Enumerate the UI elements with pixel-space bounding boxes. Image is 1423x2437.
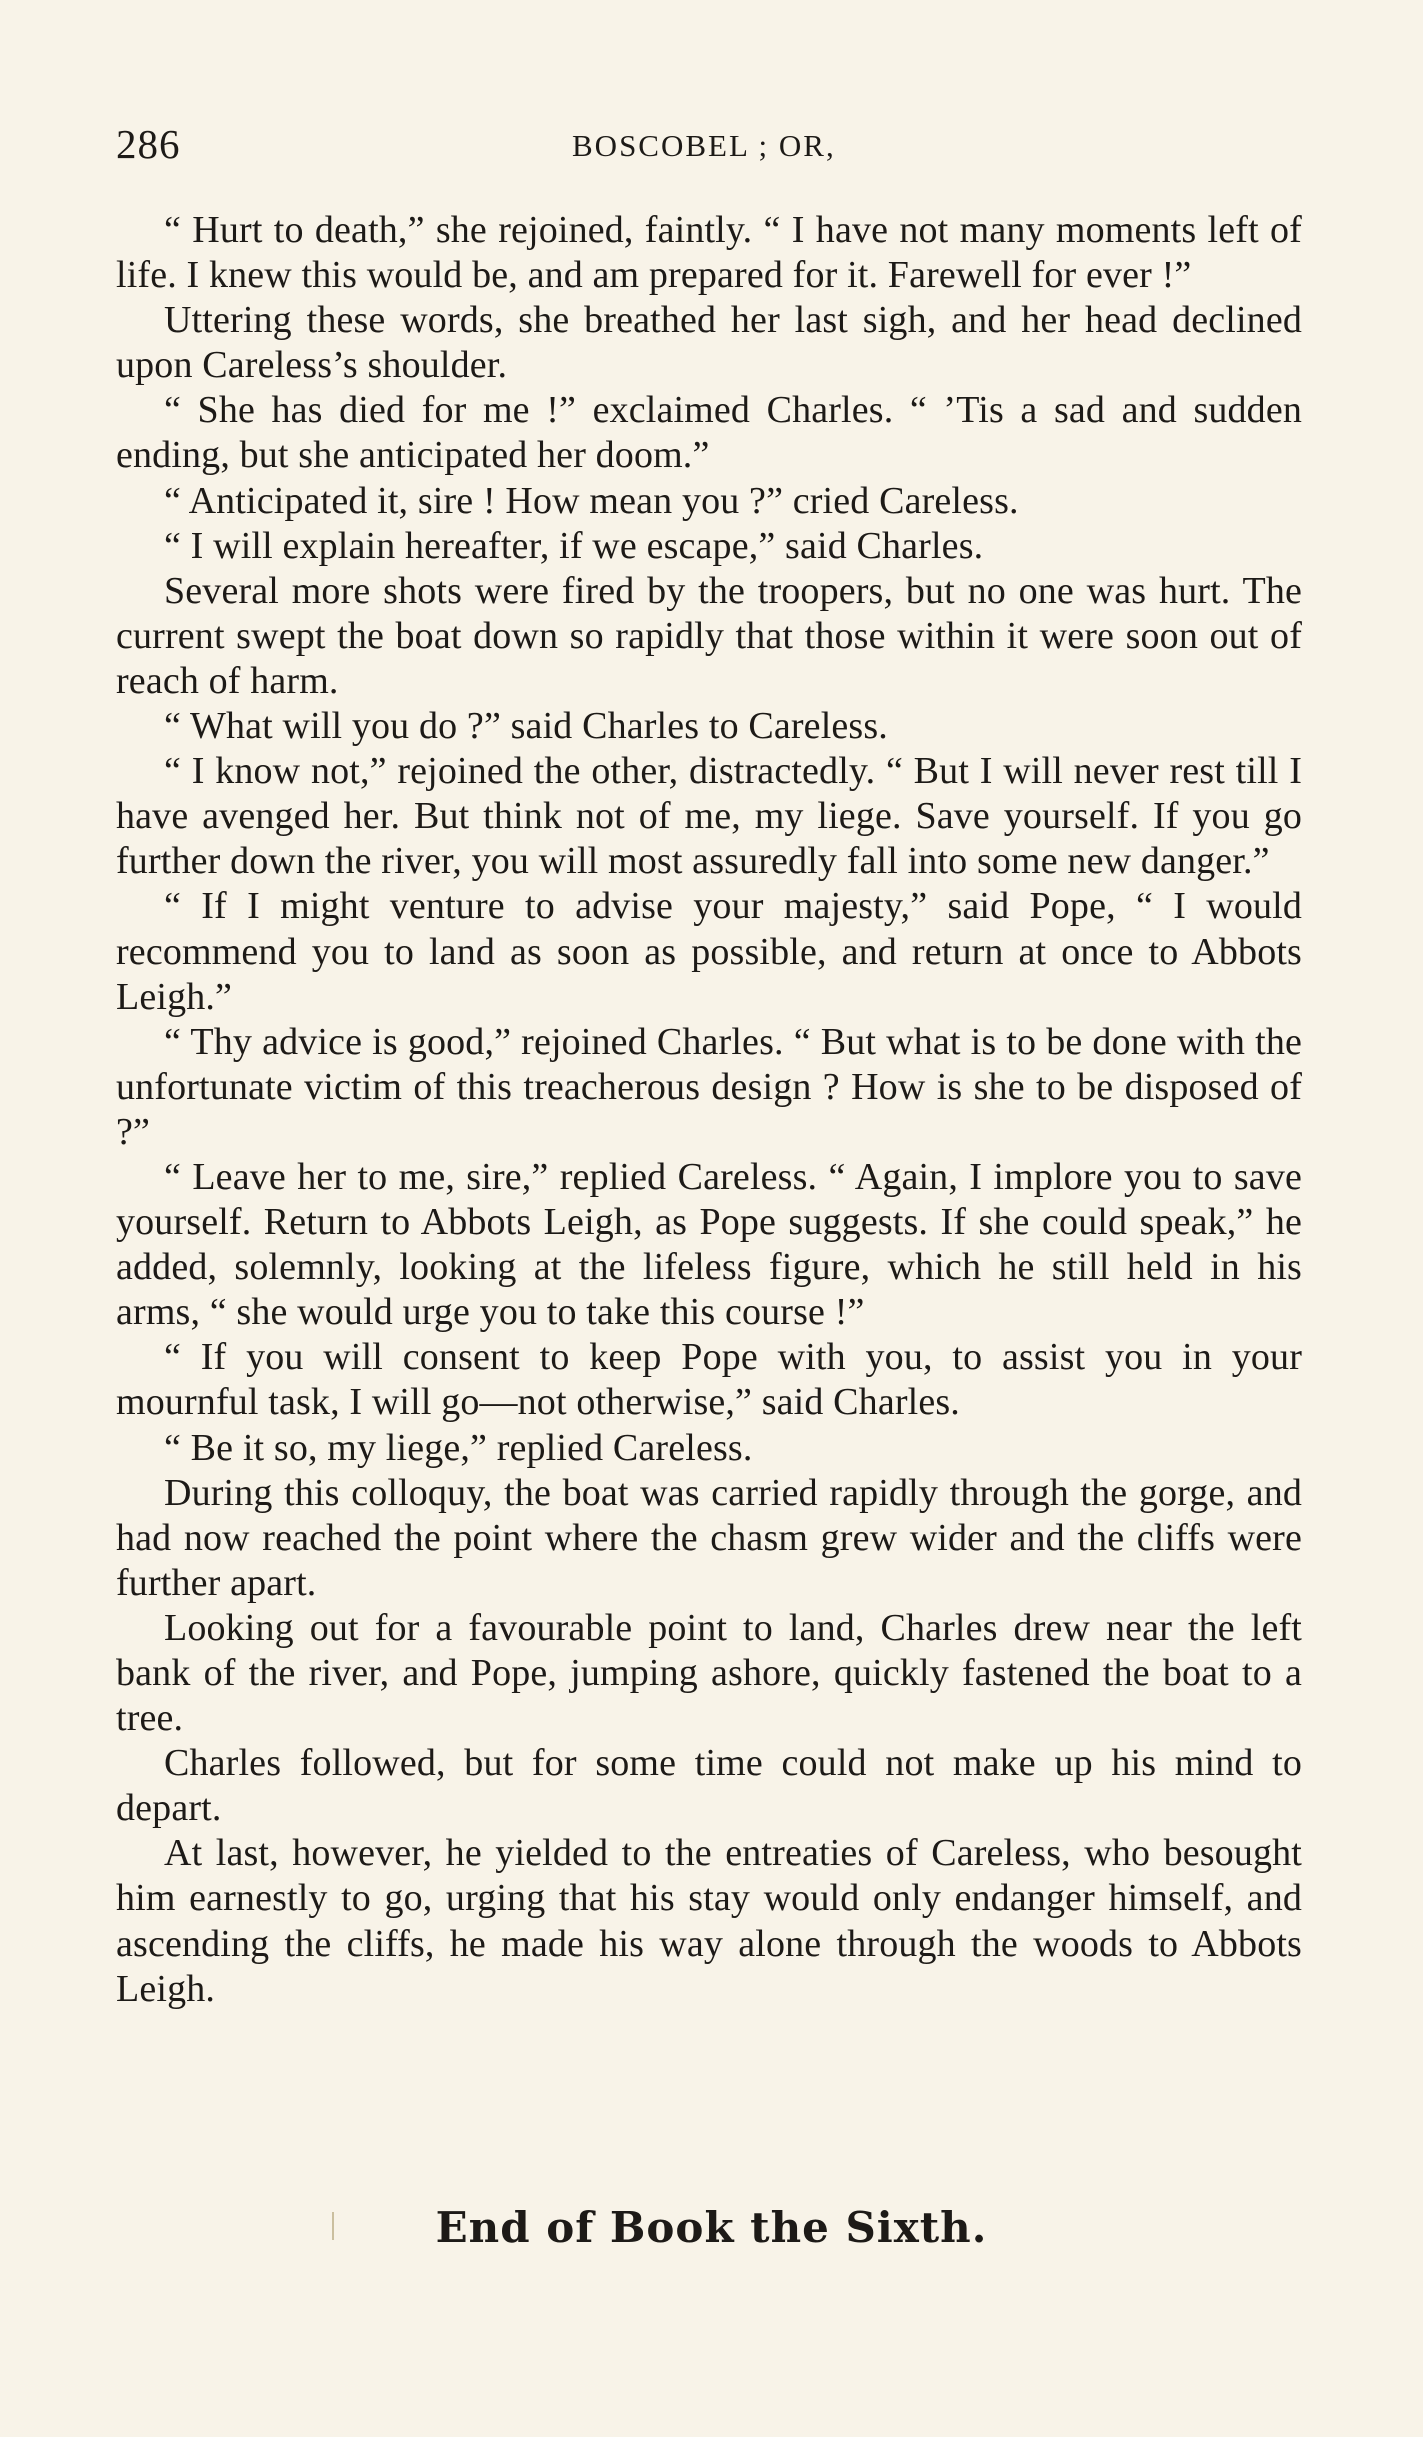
page-number: 286 bbox=[116, 121, 181, 167]
paragraph-2: Uttering these words, she breathed her last sigh, and her head declined upon Careless’s shoulder. bbox=[116, 299, 1302, 387]
paragraph-4: “ Anticipated it, sire ! How mean you ?” cried Careless. bbox=[164, 479, 1019, 522]
paragraph-10: “ Thy advice is good,” rejoined Charles. “ But what is to be done with the unfortunate victim of this treacherous design ? How is she to be disposed of ?” bbox=[116, 1020, 1302, 1153]
paragraph-7: “ What will you do ?” said Charles to Careless. bbox=[164, 705, 888, 748]
paragraph-5: “ I will explain hereafter, if we escape,” said Charles. bbox=[164, 524, 984, 567]
paragraph-6: Several more shots were fired by the troopers, but no one was hurt. The current swept the boat down so rapidly that those within it were soon out of reach of harm. bbox=[116, 569, 1302, 702]
paragraph-14: During this colloquy, the boat was carried rapidly through the gorge, and had now reached the point where the chasm grew wider and the cliffs were further apart. bbox=[116, 1471, 1302, 1604]
paragraph-3: “ She has died for me !” exclaimed Charles. “ ’Tis a sad and sudden ending, but she anticipated her doom.” bbox=[116, 389, 1302, 477]
paragraph-12: “ If you will consent to keep Pope with you, to assist you in your mournful task, I will go—not otherwise,” said Charles. bbox=[116, 1336, 1302, 1424]
paragraph-8: “ I know not,” rejoined the other, distractedly. “ But I will never rest till I have avenged her. But think not of me, my liege. Save yourself. If you go further down the river, you will most assuredly fall into some new danger.” bbox=[116, 750, 1302, 883]
paragraph-1: “ Hurt to death,” she rejoined, faintly. “ I have not many moments left of life. I knew this would be, and am prepared for it. Farewell for ever !” bbox=[116, 209, 1302, 297]
chapter-body bbox=[116, 208, 1302, 2012]
paragraph-15: Looking out for a favourable point to land, Charles drew near the left bank of the river, and Pope, jumping ashore, quickly fastened the boat to a tree. bbox=[116, 1606, 1302, 1740]
paragraph-13: “ Be it so, my liege,” replied Careless. bbox=[164, 1426, 753, 1469]
paragraph-16: Charles followed, but for some time could not make up his mind to depart. bbox=[116, 1742, 1302, 1830]
paragraph-11: “ Leave her to me, sire,” replied Careless. “ Again, I implore you to save yourself. Return to Abbots Leigh, as Pope suggests. If she could speak,” he added, solemnly, looking at the lifeless figure, which he still held in his arms, “ she would urge you to take this course !” bbox=[116, 1155, 1302, 1334]
page-header bbox=[116, 120, 1306, 180]
paragraph-17: At last, however, he yielded to the entreaties of Careless, who besought him earnestly to go, urging that his stay would only endanger himself, and ascending the cliffs, he made his way alone through the woods to Abbots Leigh. bbox=[116, 1832, 1302, 2010]
paragraph-9: “ If I might venture to advise your majesty,” said Pope, “ I would recommend you to land as soon as possible, and return at once to Abbots Leigh.” bbox=[116, 885, 1302, 1018]
book-end-mark: End of Book the Sixth. bbox=[435, 2203, 988, 2252]
running-title: BOSCOBEL ; OR, bbox=[572, 128, 836, 163]
